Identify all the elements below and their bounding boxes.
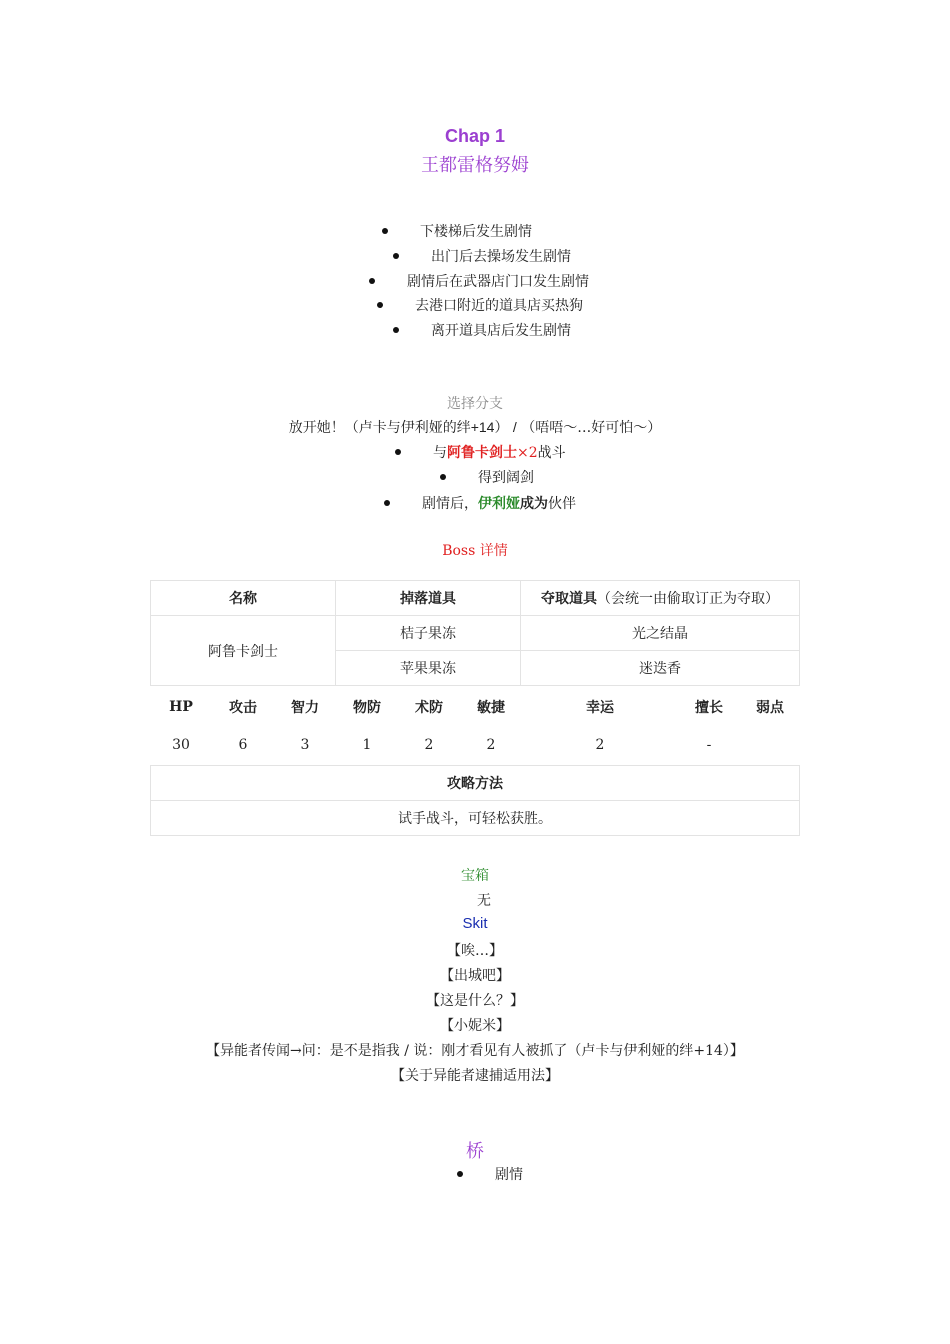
skit-item: 【唉…】	[447, 943, 503, 959]
location-title: 王都雷格努姆	[421, 155, 529, 176]
steal-item: 光之结晶	[521, 616, 800, 651]
stat-value: 2	[595, 737, 605, 753]
boss-name: 阿鲁卡剑士	[151, 616, 336, 686]
stat-value: 2	[486, 737, 496, 753]
strategy-heading: 攻略方法	[151, 766, 800, 801]
stat-header: 攻击	[229, 699, 257, 715]
branch-heading: 选择分支	[447, 396, 503, 412]
event-item: 下楼梯后发生剧情	[382, 221, 532, 241]
bullet-icon	[384, 500, 390, 506]
stat-value: 1	[362, 737, 372, 753]
col-name-header: 名称	[151, 581, 336, 616]
stat-value: 2	[424, 737, 434, 753]
bullet-icon	[382, 228, 388, 234]
event-item: 剧情后在武器店门口发生剧情	[369, 271, 589, 291]
bullet-icon	[440, 474, 446, 480]
skit-item: 【异能者传闻→问：是不是指我 / 说：刚才看见有人被抓了（卢卡与伊利娅的绊+14）】	[206, 1043, 744, 1059]
col-drop-header: 掉落道具	[336, 581, 521, 616]
drop-item: 桔子果冻	[336, 616, 521, 651]
bullet-icon	[393, 327, 399, 333]
skit-item: 【出城吧】	[440, 968, 510, 984]
col-steal-header: 夺取道具（会统一由偷取订正为夺取）	[521, 581, 800, 616]
skit-item: 【小妮米】	[440, 1018, 510, 1034]
strategy-table	[150, 765, 800, 836]
boss-heading: Boss 详情	[442, 543, 508, 559]
stat-value: -	[706, 737, 712, 753]
bullet-icon	[369, 278, 375, 284]
item-obtained: 得到阔剑	[440, 467, 534, 487]
steal-item: 迷迭香	[521, 651, 800, 686]
drop-item: 苹果果冻	[336, 651, 521, 686]
party-join: 剧情后，伊利娅成为伙伴	[384, 493, 576, 513]
skit-item: 【这是什么？】	[426, 993, 524, 1009]
bridge-heading: 桥	[466, 1141, 484, 1162]
stat-value: 3	[300, 737, 310, 753]
event-item: 离开道具店后发生剧情	[393, 320, 571, 340]
chest-value: 无	[477, 893, 491, 909]
chapter-title: Chap 1	[444, 126, 505, 146]
bridge-event: 剧情	[457, 1164, 523, 1184]
stat-header: HP	[169, 699, 193, 715]
stat-header: 幸运	[586, 699, 614, 715]
skit-heading: Skit	[462, 915, 488, 932]
event-item: 去港口附近的道具店买热狗	[377, 295, 583, 315]
stats-table	[150, 688, 800, 764]
stat-header: 物防	[353, 699, 381, 715]
stat-value	[740, 726, 800, 764]
stat-header: 敏捷	[477, 699, 505, 715]
stat-value: 30	[172, 737, 190, 753]
event-item: 出门后去操场发生剧情	[393, 246, 571, 266]
stat-header: 术防	[415, 699, 443, 715]
skit-item: 【关于异能者逮捕适用法】	[391, 1068, 559, 1084]
branch-choices: 放开她！（卢卡与伊利娅的绊+14） / （唔唔～…好可怕～）	[288, 419, 662, 436]
stat-header: 擅长	[695, 699, 723, 715]
stat-value: 6	[238, 737, 248, 753]
strategy-text: 试手战斗，可轻松获胜。	[151, 801, 800, 836]
battle-item: 与阿鲁卡剑士×2战斗	[395, 442, 566, 462]
stat-header: 弱点	[756, 699, 784, 715]
boss-table	[150, 580, 800, 686]
chest-heading: 宝箱	[461, 868, 489, 884]
bullet-icon	[377, 302, 383, 308]
bullet-icon	[457, 1171, 463, 1177]
bullet-icon	[393, 253, 399, 259]
stat-header: 智力	[291, 699, 319, 715]
bullet-icon	[395, 449, 401, 455]
